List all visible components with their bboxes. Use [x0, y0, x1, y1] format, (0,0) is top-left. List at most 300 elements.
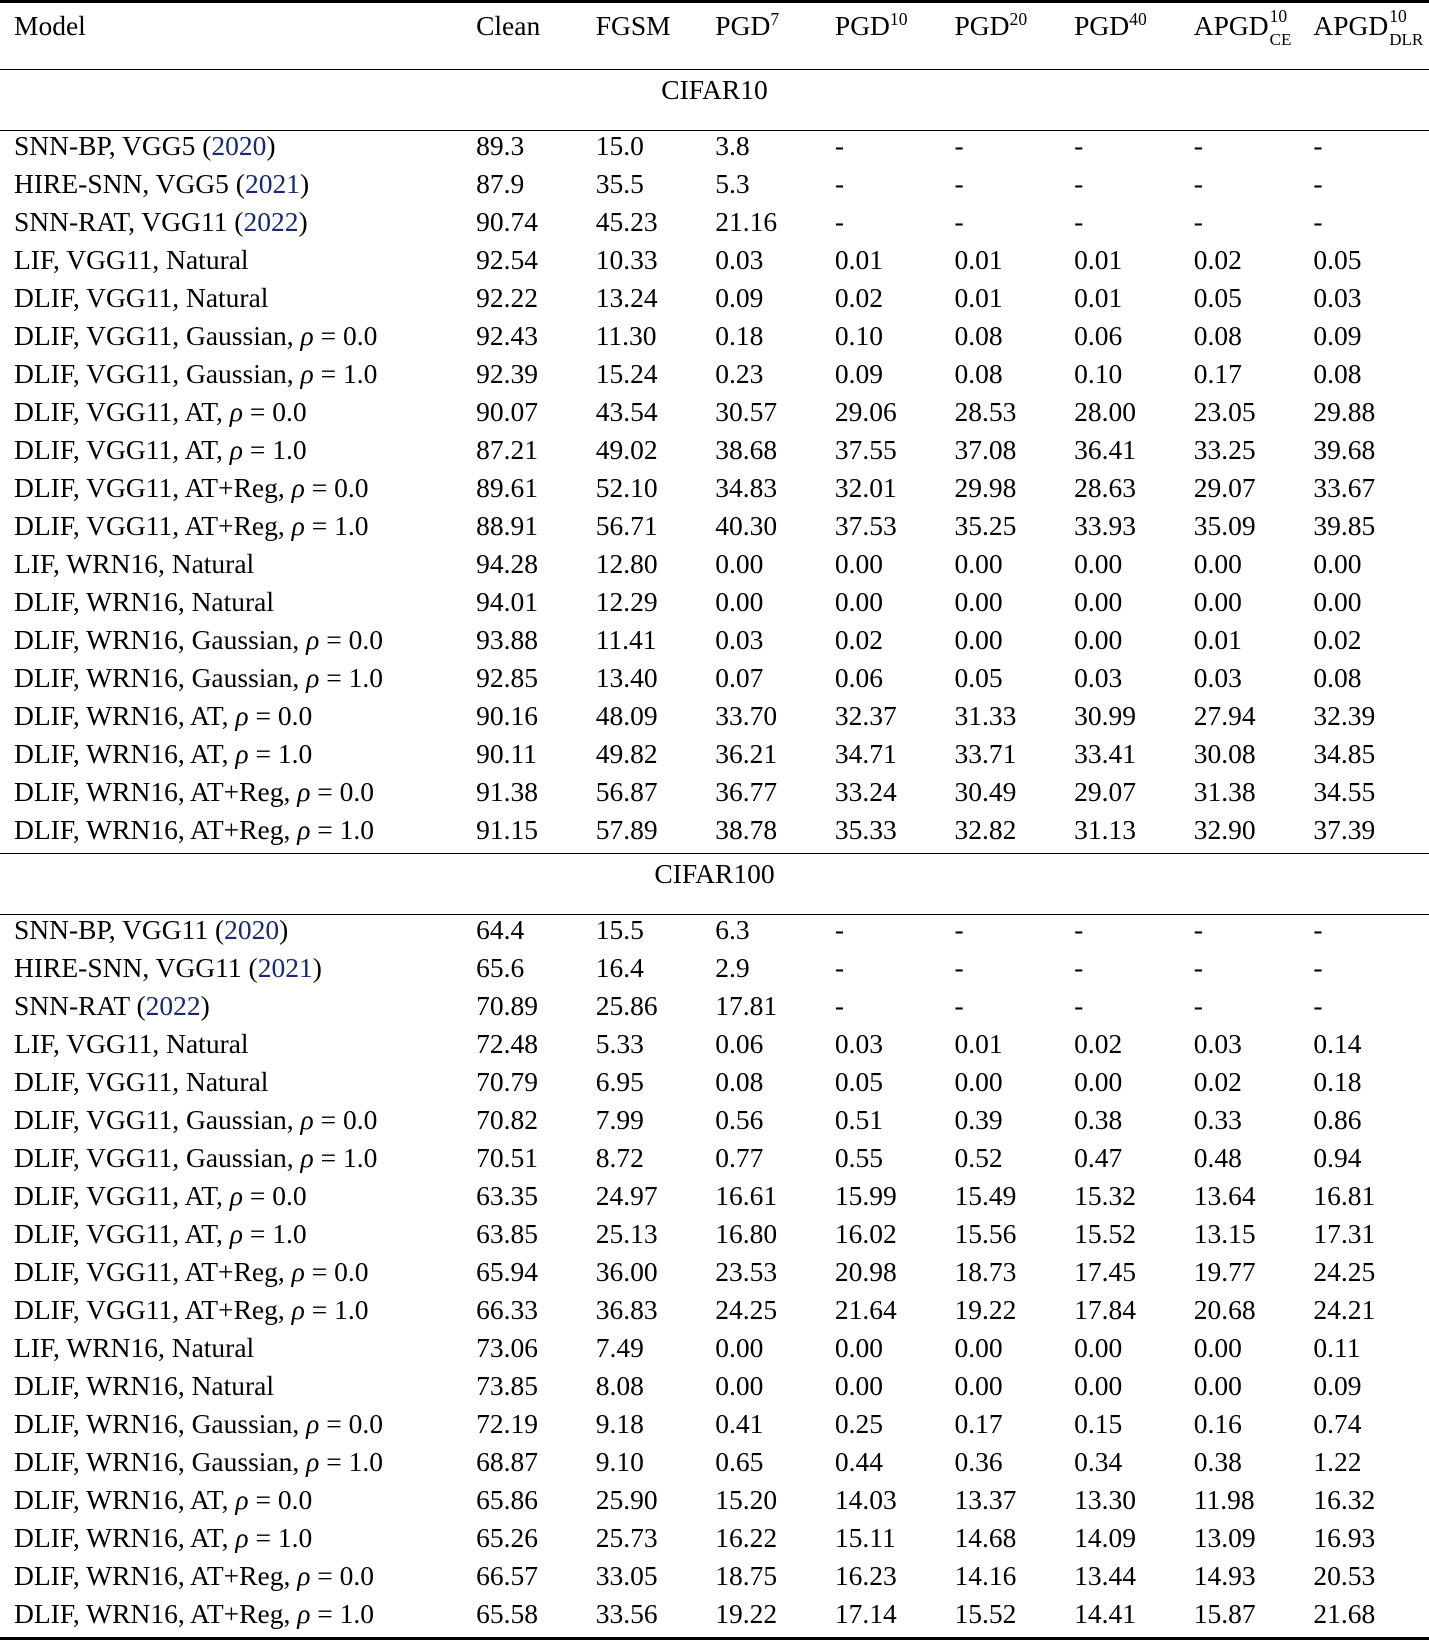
cell-pgd7: 19.22 [711, 1599, 831, 1639]
cell-apgd_ce: - [1190, 915, 1310, 953]
cell-pgd10: 33.24 [831, 777, 951, 815]
cell-clean: 93.88 [472, 625, 592, 663]
cell-apgd_dlr: 16.81 [1309, 1181, 1429, 1219]
cell-model: DLIF, VGG11, AT+Reg, ρ = 1.0 [0, 1295, 472, 1333]
cell-pgd10: - [831, 991, 951, 1029]
cell-pgd40: - [1070, 207, 1190, 245]
cell-fgsm: 52.10 [592, 473, 712, 511]
column-header-clean: Clean [472, 3, 592, 70]
cell-fgsm: 49.02 [592, 435, 712, 473]
cell-pgd10: 29.06 [831, 397, 951, 435]
cell-model: LIF, VGG11, Natural [0, 1029, 472, 1067]
cell-model: DLIF, VGG11, AT, ρ = 0.0 [0, 397, 472, 435]
cell-pgd20: 33.71 [951, 739, 1071, 777]
cell-clean: 63.85 [472, 1219, 592, 1257]
cell-apgd_dlr: 16.93 [1309, 1523, 1429, 1561]
cell-pgd20: 15.52 [951, 1599, 1071, 1639]
rho-symbol: ρ [297, 1560, 310, 1591]
cell-pgd7: 16.80 [711, 1219, 831, 1257]
table-row [0, 1295, 1429, 1333]
cell-pgd20: 35.25 [951, 511, 1071, 549]
cell-model: DLIF, VGG11, AT, ρ = 0.0 [0, 1181, 472, 1219]
table-row [0, 815, 1429, 854]
cell-pgd20: 0.08 [951, 321, 1071, 359]
cell-fgsm: 33.05 [592, 1561, 712, 1599]
cell-pgd7: 24.25 [711, 1295, 831, 1333]
cell-model: DLIF, VGG11, Gaussian, ρ = 1.0 [0, 359, 472, 397]
cell-pgd10: 0.00 [831, 1333, 951, 1371]
cell-model: DLIF, VGG11, AT, ρ = 1.0 [0, 435, 472, 473]
table-row [0, 283, 1429, 321]
cell-pgd7: 0.56 [711, 1105, 831, 1143]
cell-pgd20: 0.00 [951, 625, 1071, 663]
table-row [0, 739, 1429, 777]
cell-pgd7: 17.81 [711, 991, 831, 1029]
column-header-pgd7: PGD$^7$ [711, 3, 831, 70]
cell-fgsm: 15.5 [592, 915, 712, 953]
cell-apgd_dlr: 0.18 [1309, 1067, 1429, 1105]
cell-pgd10: 0.10 [831, 321, 951, 359]
cell-fgsm: 45.23 [592, 207, 712, 245]
cell-apgd_dlr: 34.55 [1309, 777, 1429, 815]
cell-pgd10: 37.55 [831, 435, 951, 473]
cell-clean: 70.79 [472, 1067, 592, 1105]
cell-model: DLIF, VGG11, AT+Reg, ρ = 0.0 [0, 1257, 472, 1295]
cell-model: DLIF, VGG11, Gaussian, ρ = 0.0 [0, 1105, 472, 1143]
results-table-body [0, 2, 1429, 1640]
cell-pgd20: 14.68 [951, 1523, 1071, 1561]
table-row [0, 169, 1429, 207]
cell-apgd_ce: 30.08 [1190, 739, 1310, 777]
table-row [0, 1067, 1429, 1105]
cell-pgd7: 23.53 [711, 1257, 831, 1295]
cell-clean: 89.3 [472, 131, 592, 169]
cell-pgd20: - [951, 131, 1071, 169]
cell-apgd_dlr: 0.11 [1309, 1333, 1429, 1371]
cell-apgd_ce: 0.00 [1190, 549, 1310, 587]
cell-pgd40: 15.32 [1070, 1181, 1190, 1219]
rho-symbol: ρ [230, 1180, 243, 1211]
cell-pgd10: 0.01 [831, 245, 951, 283]
table-row [0, 701, 1429, 739]
cell-apgd_ce: - [1190, 131, 1310, 169]
cell-model: DLIF, WRN16, AT, ρ = 0.0 [0, 1485, 472, 1523]
cell-pgd7: 5.3 [711, 169, 831, 207]
cell-pgd40: - [1070, 953, 1190, 991]
table-row [0, 549, 1429, 587]
cell-model: HIRE-SNN, VGG5 (2021) [0, 169, 472, 207]
cell-model: DLIF, VGG11, AT+Reg, ρ = 0.0 [0, 473, 472, 511]
table-row [0, 953, 1429, 991]
cell-clean: 73.06 [472, 1333, 592, 1371]
cell-pgd7: 30.57 [711, 397, 831, 435]
cell-pgd40: 13.30 [1070, 1485, 1190, 1523]
cell-apgd_ce: 19.77 [1190, 1257, 1310, 1295]
cell-pgd40: 14.41 [1070, 1599, 1190, 1639]
section-title-cifar100: CIFAR100 [0, 854, 1429, 915]
rho-symbol: ρ [230, 434, 243, 465]
cell-pgd10: 0.51 [831, 1105, 951, 1143]
cell-apgd_ce: 0.03 [1190, 1029, 1310, 1067]
cell-pgd10: - [831, 207, 951, 245]
cell-clean: 66.33 [472, 1295, 592, 1333]
cell-pgd7: 18.75 [711, 1561, 831, 1599]
cell-pgd7: 40.30 [711, 511, 831, 549]
cell-apgd_ce: 0.38 [1190, 1447, 1310, 1485]
table-header-row [0, 3, 1429, 70]
column-header-apgd_ce: APGD 10 CE [1190, 3, 1310, 70]
cell-apgd_ce: 0.17 [1190, 359, 1310, 397]
cell-clean: 92.22 [472, 283, 592, 321]
cell-clean: 88.91 [472, 511, 592, 549]
cell-pgd10: - [831, 915, 951, 953]
cell-fgsm: 11.30 [592, 321, 712, 359]
cell-apgd_dlr: 39.85 [1309, 511, 1429, 549]
cell-apgd_dlr: 24.25 [1309, 1257, 1429, 1295]
column-header-pgd10: PGD$^{10}$ [831, 3, 951, 70]
cell-fgsm: 5.33 [592, 1029, 712, 1067]
cell-pgd20: 0.00 [951, 549, 1071, 587]
cell-clean: 65.26 [472, 1523, 592, 1561]
cell-apgd_ce: 0.33 [1190, 1105, 1310, 1143]
cell-pgd20: 0.00 [951, 1067, 1071, 1105]
cell-apgd_dlr: 21.68 [1309, 1599, 1429, 1639]
cell-fgsm: 6.95 [592, 1067, 712, 1105]
cell-pgd20: 0.01 [951, 283, 1071, 321]
cell-model: DLIF, VGG11, Natural [0, 283, 472, 321]
cell-pgd10: 21.64 [831, 1295, 951, 1333]
cell-apgd_ce: 0.48 [1190, 1143, 1310, 1181]
cell-fgsm: 25.13 [592, 1219, 712, 1257]
cell-fgsm: 43.54 [592, 397, 712, 435]
cell-pgd20: - [951, 169, 1071, 207]
table-row [0, 397, 1429, 435]
cell-fgsm: 7.49 [592, 1333, 712, 1371]
cell-apgd_dlr: - [1309, 953, 1429, 991]
cell-pgd10: 20.98 [831, 1257, 951, 1295]
rho-symbol: ρ [306, 1408, 319, 1439]
cell-pgd10: 0.02 [831, 625, 951, 663]
cell-pgd7: 0.08 [711, 1067, 831, 1105]
cell-apgd_dlr: 17.31 [1309, 1219, 1429, 1257]
cell-apgd_ce: - [1190, 953, 1310, 991]
cell-pgd10: 0.09 [831, 359, 951, 397]
cell-fgsm: 48.09 [592, 701, 712, 739]
cell-fgsm: 15.24 [592, 359, 712, 397]
table-row [0, 915, 1429, 953]
rho-symbol: ρ [235, 738, 248, 769]
cell-pgd40: - [1070, 991, 1190, 1029]
cell-pgd20: - [951, 953, 1071, 991]
cell-apgd_dlr: 34.85 [1309, 739, 1429, 777]
cell-pgd40: - [1070, 169, 1190, 207]
cell-apgd_ce: 32.90 [1190, 815, 1310, 854]
cell-apgd_ce: 11.98 [1190, 1485, 1310, 1523]
cell-pgd40: - [1070, 915, 1190, 953]
cell-pgd20: 0.00 [951, 587, 1071, 625]
cell-clean: 73.85 [472, 1371, 592, 1409]
cell-apgd_dlr: 0.09 [1309, 321, 1429, 359]
cell-pgd10: 35.33 [831, 815, 951, 854]
cell-pgd7: 3.8 [711, 131, 831, 169]
cell-pgd7: 33.70 [711, 701, 831, 739]
cell-pgd10: 0.25 [831, 1409, 951, 1447]
cell-clean: 91.38 [472, 777, 592, 815]
cell-apgd_dlr: 0.94 [1309, 1143, 1429, 1181]
cell-apgd_dlr: 33.67 [1309, 473, 1429, 511]
table-row [0, 1333, 1429, 1371]
cell-apgd_dlr: 1.22 [1309, 1447, 1429, 1485]
cell-pgd40: 33.41 [1070, 739, 1190, 777]
cell-apgd_ce: 14.93 [1190, 1561, 1310, 1599]
cell-pgd7: 0.00 [711, 1371, 831, 1409]
cell-pgd40: 0.15 [1070, 1409, 1190, 1447]
cell-pgd40: 0.00 [1070, 549, 1190, 587]
cell-pgd20: 0.00 [951, 1371, 1071, 1409]
cell-pgd20: 0.36 [951, 1447, 1071, 1485]
cell-pgd7: 38.68 [711, 435, 831, 473]
cell-pgd40: 0.00 [1070, 625, 1190, 663]
cell-pgd20: 15.56 [951, 1219, 1071, 1257]
cell-apgd_ce: 0.16 [1190, 1409, 1310, 1447]
rho-symbol: ρ [297, 776, 310, 807]
citation-year[interactable]: 2021 [258, 952, 313, 983]
cell-fgsm: 24.97 [592, 1181, 712, 1219]
cell-pgd20: 14.16 [951, 1561, 1071, 1599]
column-header-model: Model [0, 3, 472, 70]
rho-symbol: ρ [301, 358, 314, 389]
cell-pgd20: 0.52 [951, 1143, 1071, 1181]
cell-pgd40: 0.01 [1070, 245, 1190, 283]
cell-pgd40: - [1070, 131, 1190, 169]
rho-symbol: ρ [297, 814, 310, 845]
cell-pgd40: 30.99 [1070, 701, 1190, 739]
table-row [0, 1219, 1429, 1257]
cell-pgd20: 0.39 [951, 1105, 1071, 1143]
cell-model: SNN-RAT, VGG11 (2022) [0, 207, 472, 245]
cell-pgd40: 31.13 [1070, 815, 1190, 854]
cell-pgd40: 17.84 [1070, 1295, 1190, 1333]
cell-pgd20: 0.08 [951, 359, 1071, 397]
cell-clean: 65.6 [472, 953, 592, 991]
cell-fgsm: 9.10 [592, 1447, 712, 1485]
cell-pgd10: 16.02 [831, 1219, 951, 1257]
cell-clean: 66.57 [472, 1561, 592, 1599]
cell-model: LIF, WRN16, Natural [0, 549, 472, 587]
cell-clean: 92.39 [472, 359, 592, 397]
cell-fgsm: 25.86 [592, 991, 712, 1029]
cell-model: DLIF, VGG11, AT, ρ = 1.0 [0, 1219, 472, 1257]
citation-year[interactable]: 2022 [146, 990, 201, 1021]
cell-pgd20: 30.49 [951, 777, 1071, 815]
cell-fgsm: 25.90 [592, 1485, 712, 1523]
cell-model: DLIF, WRN16, AT+Reg, ρ = 0.0 [0, 1561, 472, 1599]
cell-model: DLIF, WRN16, AT+Reg, ρ = 1.0 [0, 1599, 472, 1639]
table-row [0, 1523, 1429, 1561]
table-row [0, 1485, 1429, 1523]
cell-clean: 90.11 [472, 739, 592, 777]
cell-pgd20: 0.01 [951, 1029, 1071, 1067]
rho-symbol: ρ [306, 662, 319, 693]
cell-pgd20: 0.05 [951, 663, 1071, 701]
table-row [0, 321, 1429, 359]
cell-clean: 70.82 [472, 1105, 592, 1143]
table-row [0, 1561, 1429, 1599]
column-header-fgsm: FGSM [592, 3, 712, 70]
table-row [0, 587, 1429, 625]
citation-year[interactable]: 2022 [243, 206, 298, 237]
table-row [0, 473, 1429, 511]
cell-apgd_dlr: 32.39 [1309, 701, 1429, 739]
rho-symbol: ρ [235, 1484, 248, 1515]
citation-year[interactable]: 2020 [224, 914, 279, 945]
table-row [0, 435, 1429, 473]
cell-pgd7: 0.03 [711, 625, 831, 663]
cell-clean: 92.43 [472, 321, 592, 359]
cell-fgsm: 8.72 [592, 1143, 712, 1181]
citation-year[interactable]: 2020 [211, 130, 266, 161]
cell-model: DLIF, WRN16, AT+Reg, ρ = 1.0 [0, 815, 472, 854]
table-row [0, 1257, 1429, 1295]
cell-fgsm: 13.40 [592, 663, 712, 701]
rho-symbol: ρ [292, 472, 305, 503]
cell-pgd7: 2.9 [711, 953, 831, 991]
cell-apgd_dlr: 20.53 [1309, 1561, 1429, 1599]
cell-pgd40: 13.44 [1070, 1561, 1190, 1599]
cell-fgsm: 36.00 [592, 1257, 712, 1295]
cell-fgsm: 16.4 [592, 953, 712, 991]
cell-pgd7: 0.77 [711, 1143, 831, 1181]
cell-apgd_ce: 27.94 [1190, 701, 1310, 739]
cell-fgsm: 25.73 [592, 1523, 712, 1561]
cell-clean: 70.51 [472, 1143, 592, 1181]
cell-pgd40: 0.10 [1070, 359, 1190, 397]
cell-pgd10: 17.14 [831, 1599, 951, 1639]
cell-apgd_ce: 0.00 [1190, 1371, 1310, 1409]
cell-pgd40: 0.06 [1070, 321, 1190, 359]
cell-pgd40: 0.01 [1070, 283, 1190, 321]
cell-clean: 68.87 [472, 1447, 592, 1485]
cell-model: DLIF, VGG11, Gaussian, ρ = 0.0 [0, 321, 472, 359]
rho-symbol: ρ [306, 624, 319, 655]
cell-model: SNN-BP, VGG5 (2020) [0, 131, 472, 169]
cell-pgd7: 0.00 [711, 549, 831, 587]
cell-apgd_ce: 13.64 [1190, 1181, 1310, 1219]
rho-symbol: ρ [292, 510, 305, 541]
cell-clean: 90.07 [472, 397, 592, 435]
table-row [0, 663, 1429, 701]
cell-pgd40: 28.63 [1070, 473, 1190, 511]
rho-symbol: ρ [235, 700, 248, 731]
citation-year[interactable]: 2021 [245, 168, 300, 199]
cell-apgd_ce: 0.05 [1190, 283, 1310, 321]
cell-apgd_dlr: 16.32 [1309, 1485, 1429, 1523]
column-header-pgd40: PGD$^{40}$ [1070, 3, 1190, 70]
cell-apgd_dlr: 0.08 [1309, 663, 1429, 701]
table-row [0, 777, 1429, 815]
cell-pgd40: 17.45 [1070, 1257, 1190, 1295]
cell-pgd10: 32.37 [831, 701, 951, 739]
cell-clean: 64.4 [472, 915, 592, 953]
cell-fgsm: 11.41 [592, 625, 712, 663]
cell-clean: 65.94 [472, 1257, 592, 1295]
cell-apgd_ce: 0.08 [1190, 321, 1310, 359]
table-row [0, 1371, 1429, 1409]
cell-apgd_ce: 33.25 [1190, 435, 1310, 473]
cell-clean: 90.74 [472, 207, 592, 245]
cell-pgd7: 0.65 [711, 1447, 831, 1485]
table-row [0, 245, 1429, 283]
cell-pgd10: 15.11 [831, 1523, 951, 1561]
cell-model: DLIF, WRN16, AT, ρ = 0.0 [0, 701, 472, 739]
cell-pgd40: 0.00 [1070, 1371, 1190, 1409]
cell-pgd10: 0.06 [831, 663, 951, 701]
cell-pgd10: 0.05 [831, 1067, 951, 1105]
column-header-apgd_dlr: APGD 10 DLR [1309, 3, 1429, 70]
cell-fgsm: 10.33 [592, 245, 712, 283]
cell-apgd_ce: 0.00 [1190, 1333, 1310, 1371]
cell-clean: 63.35 [472, 1181, 592, 1219]
cell-apgd_dlr: 0.02 [1309, 625, 1429, 663]
cell-model: DLIF, WRN16, Gaussian, ρ = 1.0 [0, 1447, 472, 1485]
cell-apgd_ce: 0.02 [1190, 245, 1310, 283]
cell-clean: 94.01 [472, 587, 592, 625]
cell-pgd10: - [831, 169, 951, 207]
cell-apgd_dlr: 0.00 [1309, 549, 1429, 587]
cell-pgd20: - [951, 207, 1071, 245]
cell-pgd7: 34.83 [711, 473, 831, 511]
cell-pgd7: 0.00 [711, 587, 831, 625]
cell-apgd_ce: 13.09 [1190, 1523, 1310, 1561]
rho-symbol: ρ [235, 1522, 248, 1553]
cell-pgd7: 21.16 [711, 207, 831, 245]
cell-apgd_ce: 0.02 [1190, 1067, 1310, 1105]
cell-pgd40: 29.07 [1070, 777, 1190, 815]
cell-clean: 92.85 [472, 663, 592, 701]
cell-apgd_dlr: 0.74 [1309, 1409, 1429, 1447]
table-row [0, 625, 1429, 663]
cell-pgd7: 16.22 [711, 1523, 831, 1561]
cell-apgd_ce: 31.38 [1190, 777, 1310, 815]
cell-apgd_ce: 0.00 [1190, 587, 1310, 625]
cell-model: DLIF, WRN16, Gaussian, ρ = 1.0 [0, 663, 472, 701]
cell-pgd20: 29.98 [951, 473, 1071, 511]
table-row [0, 1447, 1429, 1485]
cell-pgd20: 13.37 [951, 1485, 1071, 1523]
cell-pgd40: 0.03 [1070, 663, 1190, 701]
cell-model: SNN-RAT (2022) [0, 991, 472, 1029]
cell-apgd_dlr: 39.68 [1309, 435, 1429, 473]
cell-pgd20: 18.73 [951, 1257, 1071, 1295]
cell-apgd_dlr: - [1309, 207, 1429, 245]
rho-symbol: ρ [297, 1598, 310, 1629]
cell-fgsm: 8.08 [592, 1371, 712, 1409]
cell-apgd_dlr: 0.08 [1309, 359, 1429, 397]
cell-pgd20: 28.53 [951, 397, 1071, 435]
cell-pgd7: 0.18 [711, 321, 831, 359]
cell-pgd7: 0.41 [711, 1409, 831, 1447]
cell-pgd20: 37.08 [951, 435, 1071, 473]
cell-clean: 92.54 [472, 245, 592, 283]
cell-model: LIF, VGG11, Natural [0, 245, 472, 283]
cell-apgd_ce: - [1190, 169, 1310, 207]
cell-pgd7: 36.77 [711, 777, 831, 815]
cell-apgd_ce: 0.03 [1190, 663, 1310, 701]
cell-pgd10: 0.00 [831, 549, 951, 587]
cell-clean: 65.58 [472, 1599, 592, 1639]
cell-model: SNN-BP, VGG11 (2020) [0, 915, 472, 953]
table-row [0, 511, 1429, 549]
